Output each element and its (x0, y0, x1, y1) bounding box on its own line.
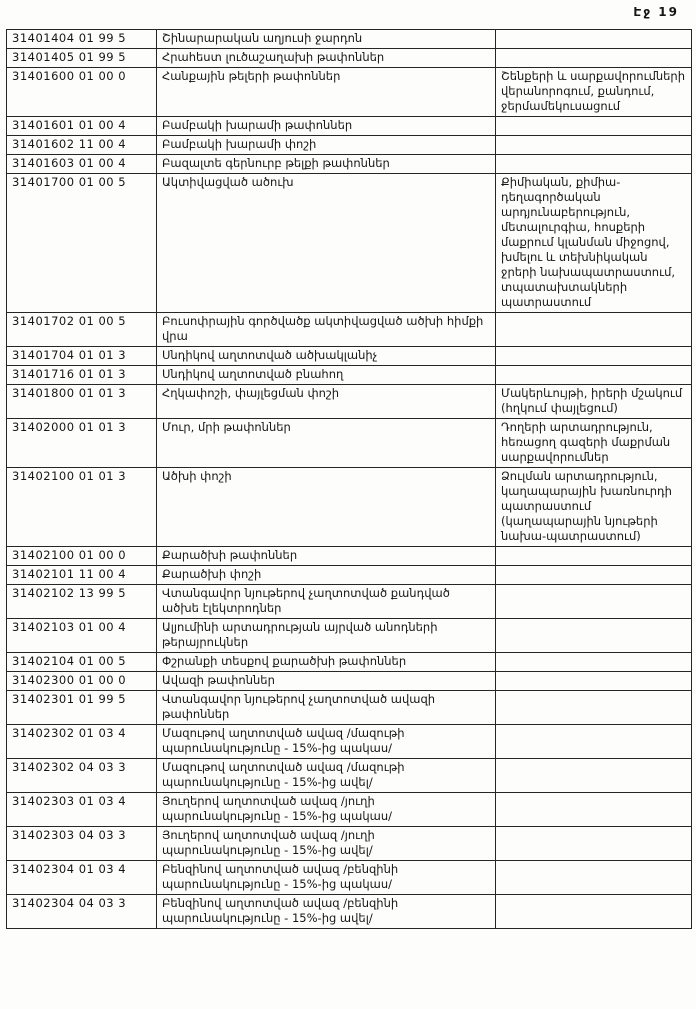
table-row (7, 174, 692, 313)
note-cell (496, 759, 692, 793)
note-cell (496, 691, 692, 725)
note-cell: Շենքերի և սարքավորումների վերանորոգում, քանդում, ջերմամեկուսացում (496, 68, 692, 117)
name-cell: Բենզինով աղտոտված ավազ /բենզինի պարունակությունը - 15%-ից ավել/ (157, 895, 496, 929)
note-cell (496, 861, 692, 895)
note-cell: Քիմիական, քիմիա-դեղագործական արդյունաբերություն, մետալուրգիա, հոսքերի մաքրում կլանման միջոցով, խմելու և տեխնիկական ջրերի նախապատրաստում, տպատախտակների պատրաստում (496, 174, 692, 313)
name-cell: Բենզինով աղտոտված ավազ /բենզինի պարունակությունը - 15%-ից պակաս/ (157, 861, 496, 895)
code-cell: 31401716 01 01 3 (7, 366, 157, 385)
name-cell: Վտանգավոր նյութերով չաղտոտված քանդված ածխե էլեկտրոդներ (157, 585, 496, 619)
code-cell: 31402104 01 00 5 (7, 653, 157, 672)
code-cell: 31402100 01 01 3 (7, 468, 157, 547)
table-row (7, 49, 692, 68)
table-row (7, 468, 692, 547)
table-row (7, 566, 692, 585)
code-cell: 31401405 01 99 5 (7, 49, 157, 68)
note-cell (496, 793, 692, 827)
table-row (7, 30, 692, 49)
note-cell (496, 566, 692, 585)
note-cell (496, 313, 692, 347)
table-row (7, 653, 692, 672)
name-cell: Վտանգավոր նյութերով չաղտոտված ավազի թափոններ (157, 691, 496, 725)
note-cell (496, 30, 692, 49)
name-cell: Սնդիկով աղտոտված բնահող (157, 366, 496, 385)
table-row (7, 366, 692, 385)
name-cell: Ալյումինի արտադրության այրված անոդների թերայրուկներ (157, 619, 496, 653)
table-row (7, 155, 692, 174)
note-cell (496, 585, 692, 619)
note-cell (496, 347, 692, 366)
table-row (7, 547, 692, 566)
table-row (7, 117, 692, 136)
note-cell (496, 547, 692, 566)
code-cell: 31402302 04 03 3 (7, 759, 157, 793)
name-cell: Բուսոփրային գործվածք ակտիվացված ածխի հիմքի վրա (157, 313, 496, 347)
table-row (7, 419, 692, 468)
note-cell (496, 155, 692, 174)
table-row (7, 793, 692, 827)
table-row (7, 347, 692, 366)
table-row (7, 619, 692, 653)
name-cell: Փշրանքի տեսքով քարածխի թափոններ (157, 653, 496, 672)
name-cell: Յուղերով աղտոտված ավազ /յուղի պարունակությունը - 15%-ից պակաս/ (157, 793, 496, 827)
table-row (7, 68, 692, 117)
name-cell: Մուր, մրի թափոններ (157, 419, 496, 468)
table-row (7, 136, 692, 155)
code-cell: 31402304 04 03 3 (7, 895, 157, 929)
name-cell: Հղկափոշի, փայլեցման փոշի (157, 385, 496, 419)
table-row (7, 827, 692, 861)
code-cell: 31401603 01 00 4 (7, 155, 157, 174)
page-number: Էջ 19 (633, 5, 679, 19)
code-cell: 31402103 01 00 4 (7, 619, 157, 653)
code-cell: 31401601 01 00 4 (7, 117, 157, 136)
table-row (7, 861, 692, 895)
table-row (7, 385, 692, 419)
code-cell: 31402100 01 00 0 (7, 547, 157, 566)
name-cell: Քարածխի թափոններ (157, 547, 496, 566)
note-cell: Ձուլման արտադրություն, կաղապարային խառնուրդի պատրաստում (կաղապարային նյութերի նախա-պատրաստում) (496, 468, 692, 547)
name-cell: Սնդիկով աղտոտված ածխակլանիչ (157, 347, 496, 366)
code-cell: 31402301 01 99 5 (7, 691, 157, 725)
name-cell: Ածխի փոշի (157, 468, 496, 547)
table-row (7, 691, 692, 725)
code-cell: 31402303 04 03 3 (7, 827, 157, 861)
note-cell: Մակերևույթի, իրերի մշակում (հղկում փայլեցում) (496, 385, 692, 419)
code-cell: 31402304 01 03 4 (7, 861, 157, 895)
name-cell: Մազութով աղտոտված ավազ /մազութի պարունակությունը - 15%-ից պակաս/ (157, 725, 496, 759)
table-body (7, 30, 692, 929)
table-row (7, 895, 692, 929)
code-cell: 31401600 01 00 0 (7, 68, 157, 117)
name-cell: Քարածխի փոշի (157, 566, 496, 585)
code-cell: 31401704 01 01 3 (7, 347, 157, 366)
name-cell: Բամբակի խարամի թափոններ (157, 117, 496, 136)
code-cell: 31402302 01 03 4 (7, 725, 157, 759)
code-cell: 31402300 01 00 0 (7, 672, 157, 691)
note-cell (496, 725, 692, 759)
code-cell: 31401702 01 00 5 (7, 313, 157, 347)
name-cell: Շինարարական աղյուսի ջարդոն (157, 30, 496, 49)
code-cell: 31401700 01 00 5 (7, 174, 157, 313)
name-cell: Բազալտե գերնուրբ թելքի թափոններ (157, 155, 496, 174)
code-cell: 31401800 01 01 3 (7, 385, 157, 419)
table-row (7, 313, 692, 347)
note-cell (496, 49, 692, 68)
table-row (7, 585, 692, 619)
note-cell (496, 117, 692, 136)
note-cell (496, 619, 692, 653)
waste-classification-table (6, 29, 692, 929)
code-cell: 31401404 01 99 5 (7, 30, 157, 49)
code-cell: 31402000 01 01 3 (7, 419, 157, 468)
name-cell: Ավազի թափոններ (157, 672, 496, 691)
code-cell: 31402303 01 03 4 (7, 793, 157, 827)
name-cell: Բամբակի խարամի փոշի (157, 136, 496, 155)
table-row (7, 759, 692, 793)
name-cell: Մազութով աղտոտված ավազ /մազութի պարունակությունը - 15%-ից ավել/ (157, 759, 496, 793)
name-cell: Ակտիվացված ածուխ (157, 174, 496, 313)
table-row (7, 725, 692, 759)
code-cell: 31401602 11 00 4 (7, 136, 157, 155)
note-cell (496, 895, 692, 929)
name-cell: Յուղերով աղտոտված ավազ /յուղի պարունակությունը - 15%-ից ավել/ (157, 827, 496, 861)
note-cell (496, 136, 692, 155)
note-cell (496, 366, 692, 385)
name-cell: Հրահեստ լուծաշաղախի թափոններ (157, 49, 496, 68)
note-cell: Դողերի արտադրություն, հեռացող գազերի մաքրման սարքավորումներ (496, 419, 692, 468)
note-cell (496, 653, 692, 672)
note-cell (496, 827, 692, 861)
note-cell (496, 672, 692, 691)
code-cell: 31402102 13 99 5 (7, 585, 157, 619)
table-row (7, 672, 692, 691)
name-cell: Հանքային թելերի թափոններ (157, 68, 496, 117)
code-cell: 31402101 11 00 4 (7, 566, 157, 585)
